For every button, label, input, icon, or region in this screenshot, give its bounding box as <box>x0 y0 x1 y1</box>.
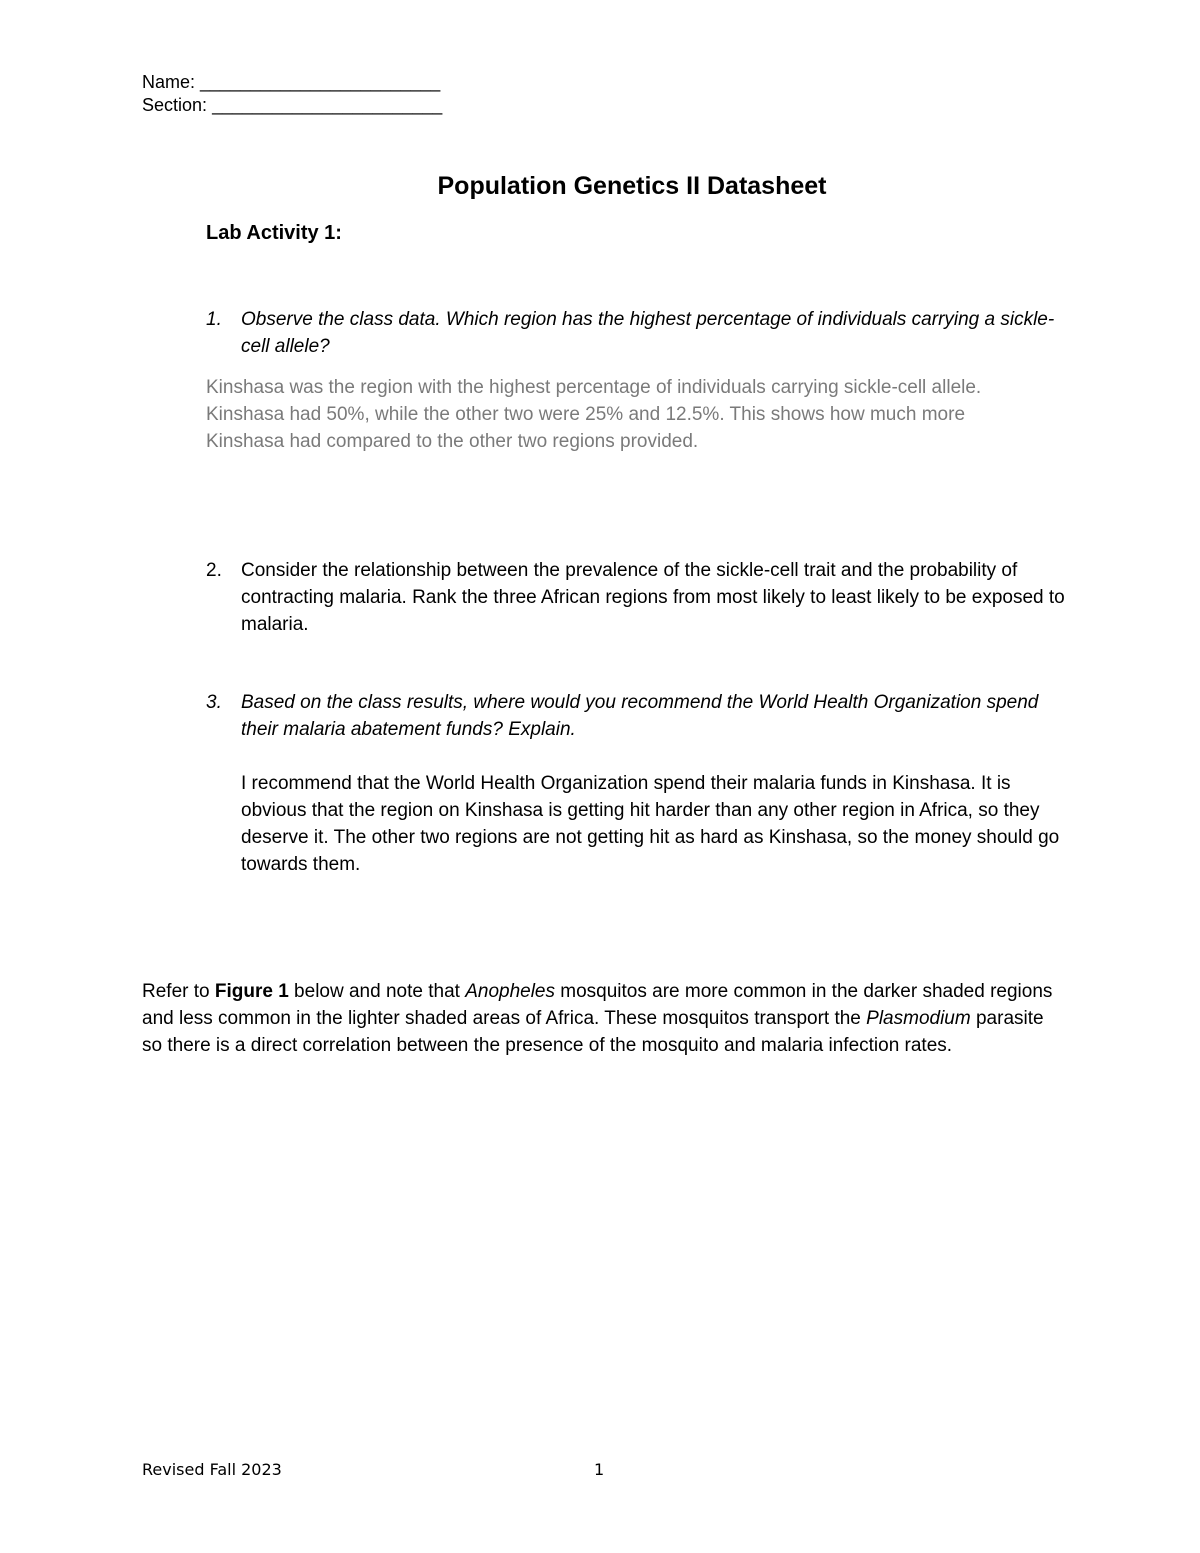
figure-reference-paragraph <box>142 978 1062 1059</box>
question-3 <box>206 689 1066 743</box>
document-title: Population Genetics II Datasheet <box>437 172 827 200</box>
name-label: Name: <box>142 72 196 92</box>
anopheles-term: Anopheles <box>465 981 555 1002</box>
question-number: 2. <box>206 560 222 581</box>
question-text: Consider the relationship between the prevalence of the sickle-cell trait and the probability of contracting malaria. Rank the three African regions from most likely to least likely to be exposed to malaria. <box>241 560 1065 635</box>
refer-text-3: mosquitos are more common in the darker shaded regions and less common in the lighter shaded areas of Africa. These mosquitos transport the <box>142 981 1053 1029</box>
question-number: 1. <box>206 309 222 330</box>
section-label: Section: <box>142 95 208 115</box>
refer-text-4: parasite so there is a direct correlation between the presence of the mosquito and malaria infection rates. <box>142 1008 1044 1056</box>
answer-3: I recommend that the World Health Organization spend their malaria funds in Kinshasa. It is obvious that the region on Kinshasa is getting hit harder than any other region in Africa, so they deserve it. The other two regions are not getting hit as hard as Kinshasa, so the money should go towards them. <box>241 773 1060 875</box>
question-1 <box>206 306 1066 360</box>
figure-label: Figure 1 <box>214 981 289 1002</box>
name-field <box>142 71 440 93</box>
section-field <box>142 94 442 116</box>
section-blank: _______________________ <box>212 95 443 115</box>
question-number: 3. <box>206 692 222 713</box>
footer-page-number: 1 <box>594 1460 605 1479</box>
question-text: Based on the class results, where would you recommend the World Health Organization spend their malaria abatement funds? Explain. <box>241 692 1039 740</box>
question-text: Observe the class data. Which region has the highest percentage of individuals carrying a sickle-cell allele? <box>241 309 1055 357</box>
answer-1: Kinshasa was the region with the highest percentage of individuals carrying sickle-cell allele. Kinshasa had 50%, while the other two were 25% and 12.5%. This shows how much more Kinshasa had compared to the other two regions provided. <box>206 377 982 452</box>
lab-activity-heading: Lab Activity 1: <box>206 222 342 244</box>
footer-revised: Revised Fall 2023 <box>142 1460 282 1479</box>
plasmodium-term: Plasmodium <box>866 1008 971 1029</box>
question-2 <box>206 557 1066 638</box>
name-blank: ________________________ <box>200 72 441 92</box>
refer-text-2: below and note that <box>288 981 466 1002</box>
refer-text-1: Refer to <box>142 981 215 1002</box>
